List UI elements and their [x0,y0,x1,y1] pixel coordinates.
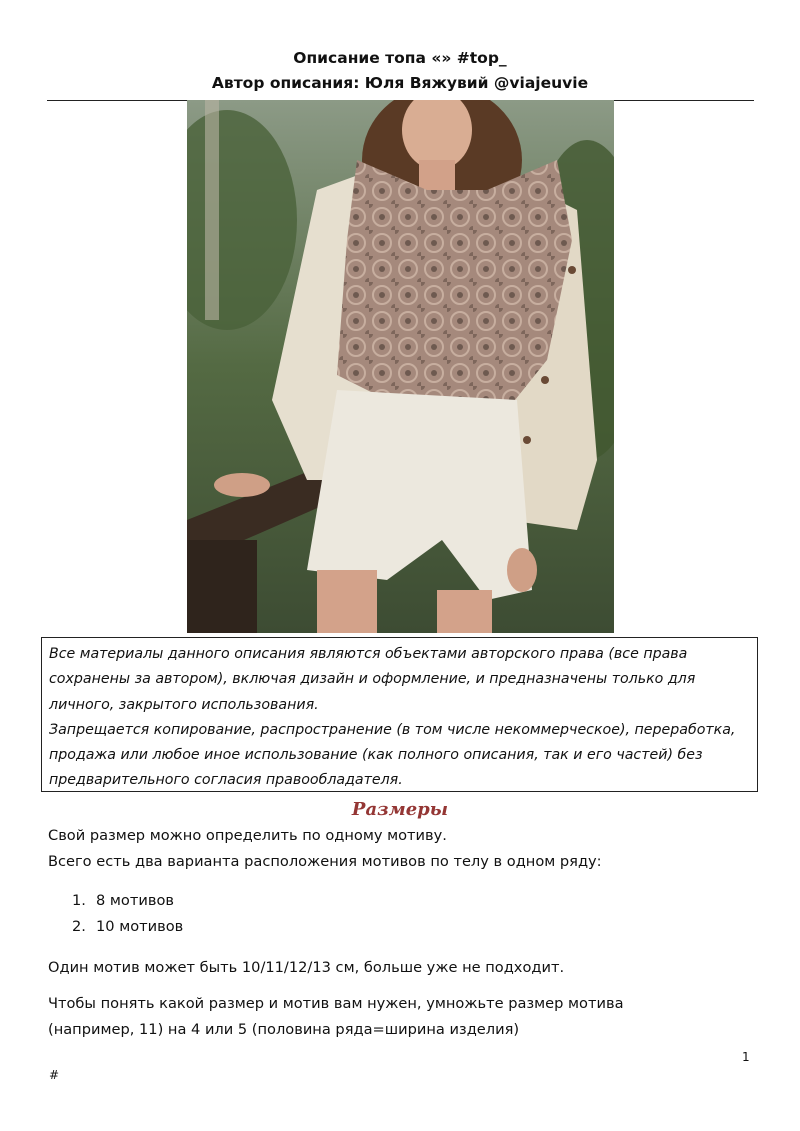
motif-sizes-text: Один мотив может быть 10/11/12/13 см, больше уже не подходит. [48,959,565,976]
sizes-intro-line-1: Свой размер можно определить по одному мотиву. [48,827,447,844]
sizes-heading: Размеры [351,799,449,820]
list-item-text: 8 мотивов [96,892,174,909]
list-item-text: 10 мотивов [96,918,184,935]
page-number: 1 [742,1050,750,1064]
list-item-number: 2. [72,918,86,935]
copyright-text: Все материалы данного описания являются объектами авторского права (все права сохранены за автором), включая дизайн и оформление, и предназначены только для личного, закрытого использования. [49,646,696,713]
document-title: Описание топа «» #top_ [293,49,507,67]
calculation-line-2: (например, 11) на 4 или 5 (половина ряда=ширина изделия) [48,1021,520,1038]
footer-mark: # [49,1068,60,1082]
usage-restriction-text: Запрещается копирование, распространение (в том числе некоммерческое), переработка, продажа или любое иное использование (как полного описания, так и его частей) без предварительного согласия правообладателя. [49,721,736,789]
motif-options-list [72,888,183,940]
list-item [72,888,183,914]
copyright-notice [41,637,758,792]
document-header [0,46,800,96]
document-author: Автор описания: Юля Вяжувий @viajeuvie [211,74,589,92]
sizes-intro-line-2: Всего есть два варианта расположения мотивов по телу в одном ряду: [48,853,602,870]
list-item [72,914,183,940]
list-item-number: 1. [72,892,86,909]
model-photo [187,100,614,633]
calculation-line-1: Чтобы понять какой размер и мотив вам нужен, умножьте размер мотива [48,995,624,1012]
